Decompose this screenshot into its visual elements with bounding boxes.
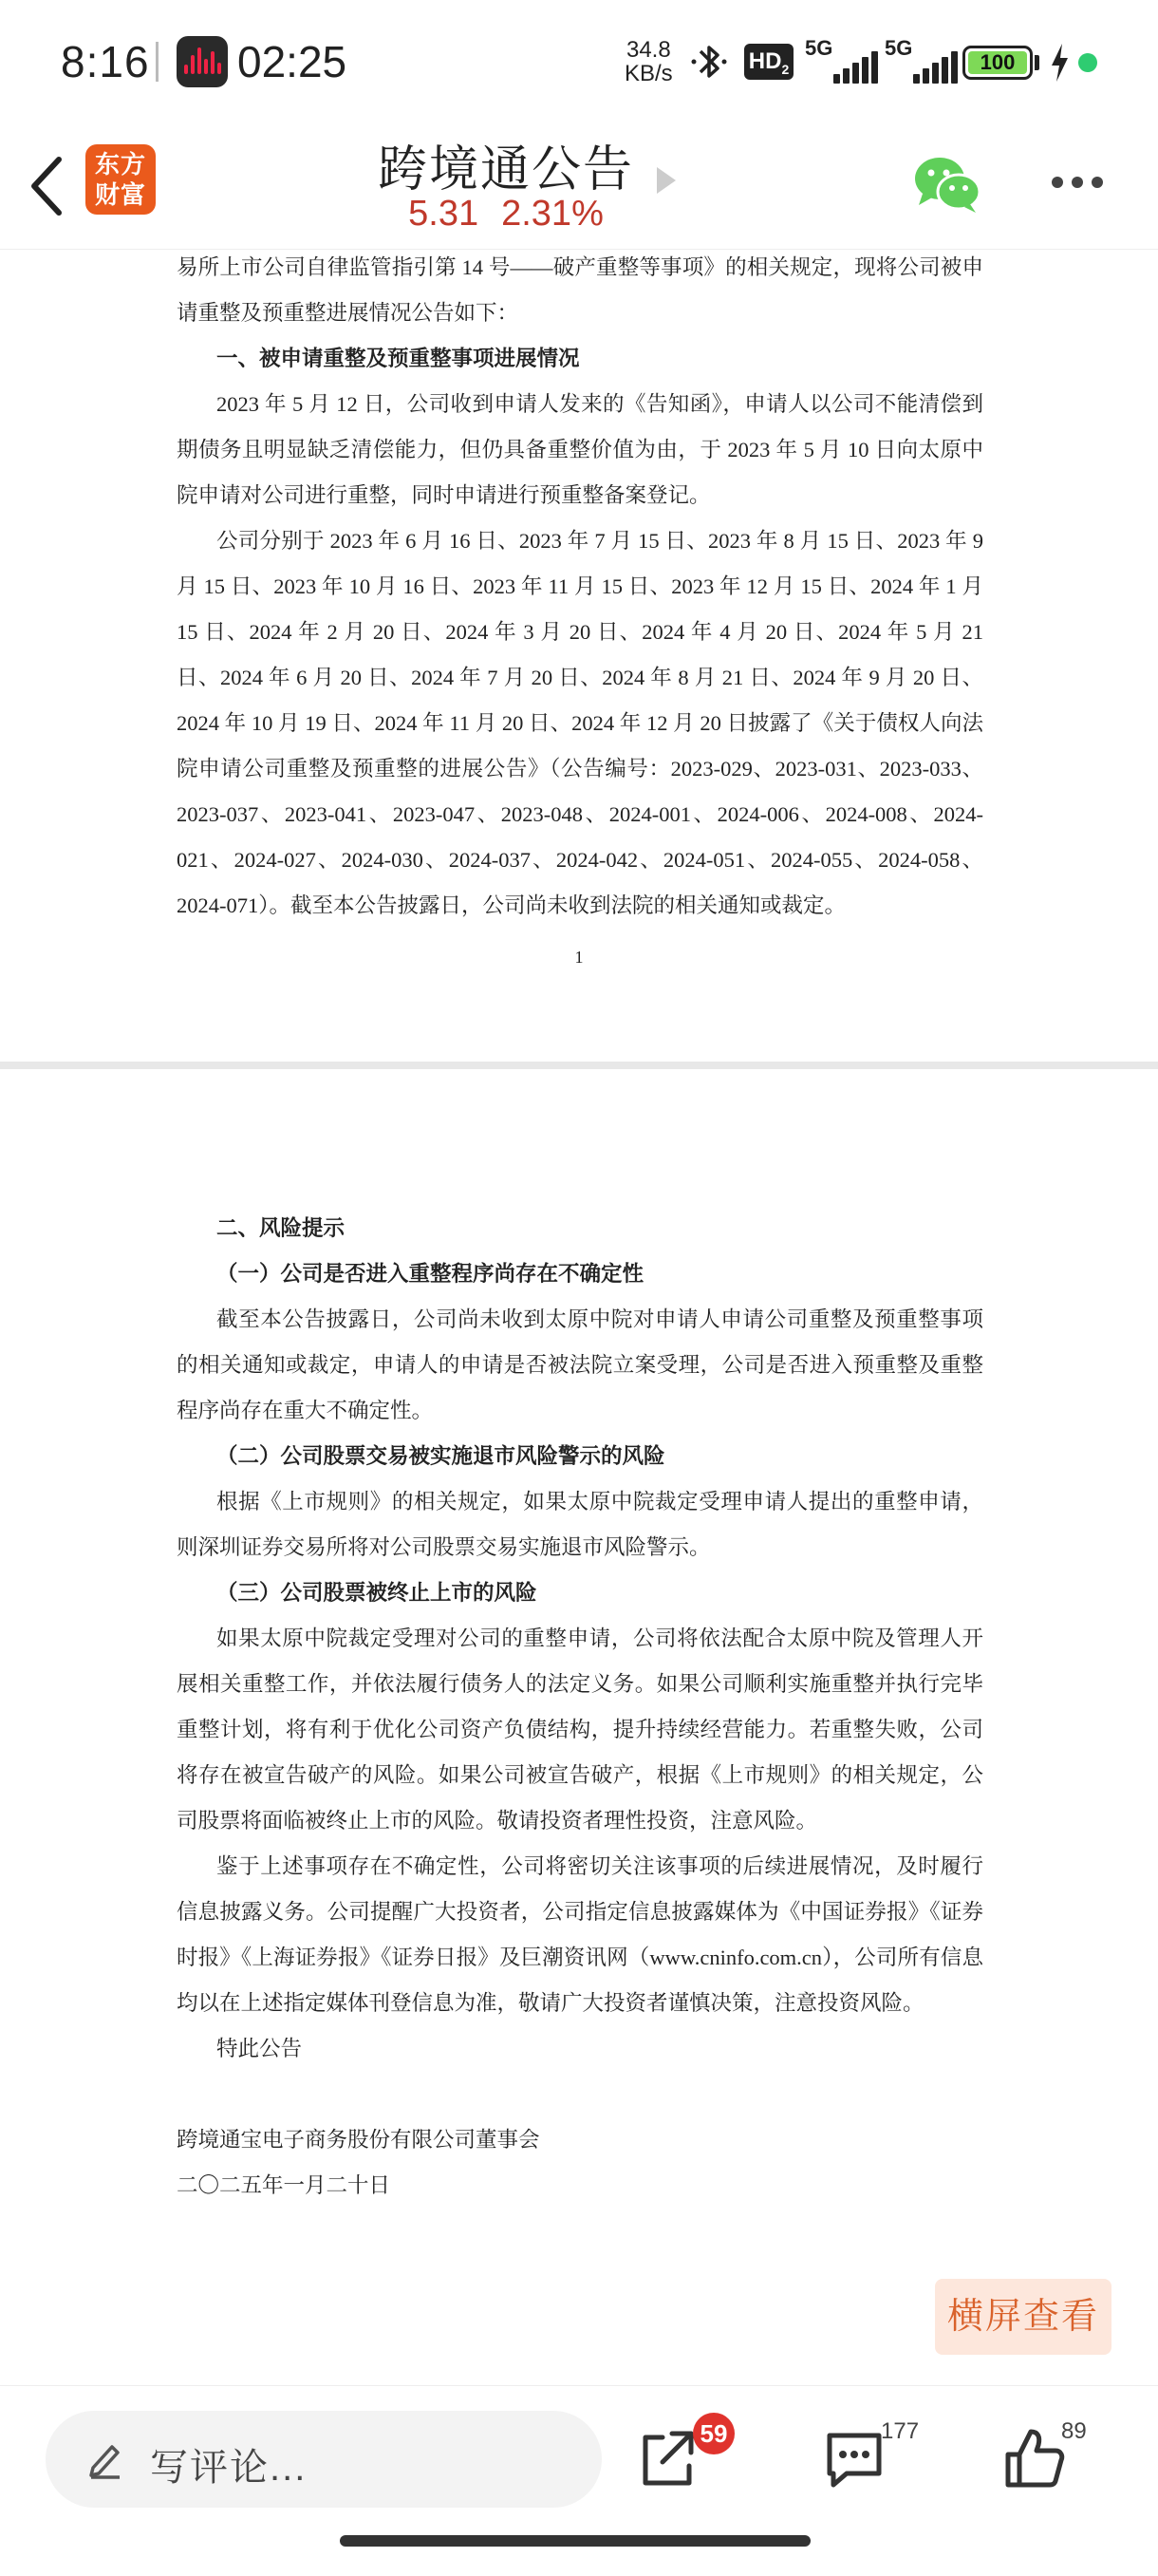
eastmoney-logo: 东方 财富 bbox=[85, 144, 156, 215]
battery-level: 100 bbox=[968, 51, 1027, 74]
caret-right-icon[interactable] bbox=[651, 161, 680, 199]
subheading-2: （二）公司股票交易被实施退市风险警示的风险 bbox=[216, 1444, 665, 1468]
network-speed bbox=[625, 38, 673, 85]
paragraph-1: 2023 年 5 月 12 日，公司收到申请人发来的《告知函》，申请人以公司不能清偿到期债务且明显缺乏清偿能力，但仍具备重整价值为由，于 2023 年 5 月 10 日向太原中院申请对公司进行重整，同时申请进行预重整备案登记。 bbox=[177, 392, 983, 507]
status-bar bbox=[0, 0, 1158, 123]
privacy-indicator-dot bbox=[1078, 53, 1097, 72]
comment-placeholder: 写评论... bbox=[150, 2447, 308, 2489]
page-number: 1 bbox=[574, 948, 584, 967]
paragraph-6: 鉴于上述事项存在不确定性，公司将密切关注该事项的后续进展情况，及时履行信息披露义务。公司提醒广大投资者，公司指定信息披露媒体为《中国证券报》《证券时报》《上海证券报》《证券日报》及巨潮资讯网（www.cninfo.com.cn），公司所有信息均以在上述指定媒体刊登信息为准，敬请广大投资者谨慎决策，注意投资风险。 bbox=[177, 1854, 983, 2015]
voice-recorder-icon bbox=[177, 36, 228, 87]
network-speed-unit: KB/s bbox=[625, 61, 673, 86]
bottom-action-bar bbox=[0, 2385, 1158, 2576]
subheading-1: （一）公司是否进入重整程序尚存在不确定性 bbox=[216, 1262, 644, 1286]
document-body bbox=[177, 245, 983, 929]
paragraph-2: 公司分别于 2023 年 6 月 16 日、2023 年 7 月 15 日、2023 年 8 月 15 日、2023 年 9 月 15 日、2023 年 10 月 16 日、2023 年 11 月 15 日、2023 年 12 月 15 日、2024 年 1 月 15 日、2024 年 2 月 20 日、2024 年 3 月 20 日、2024 年 4 月 20 日、2024 年 5 月 21 日、2024 年 6 月 20 日、2024 年 7 月 20 日、2024 年 8 月 21 日、2024 年 9 月 20 日、2024 年 10 月 19 日、2024 年 11 月 20 日、2024 年 12 月 20 日披露了《关于债权人向法院申请公司重整及预重整的进展公告》（公告编号：2023-029、2023-031、2023-033、2023-037、2023-041、2023-047、2023-048、2024-001、2024-006、2024-008、2024-021、2024-027、2024-030、2024-037、2024-042、2024-051、2024-055、2024-058、2024-071）。截至本公告披露日，公司尚未收到法院的相关通知或裁定。 bbox=[177, 529, 983, 917]
pencil-icon bbox=[85, 2439, 123, 2479]
network-speed-value: 34.8 bbox=[626, 37, 671, 63]
app-header bbox=[0, 123, 1158, 249]
document-body-2 bbox=[177, 1206, 983, 2209]
charging-icon bbox=[1048, 42, 1071, 84]
like-icon[interactable] bbox=[1000, 2424, 1069, 2492]
page-title: 跨境通公告 bbox=[377, 142, 634, 197]
document-date: 二〇二五年一月二十日 bbox=[177, 2173, 391, 2197]
section-heading-1: 一、被申请重整及预重整事项进展情况 bbox=[216, 347, 580, 370]
paragraph-4: 根据《上市规则》的相关规定，如果太原中院裁定受理申请人提出的重整申请，则深圳证券交易所将对公司股票交易实施退市风险警示。 bbox=[177, 1490, 983, 1559]
home-indicator[interactable] bbox=[340, 2535, 811, 2547]
status-time: 8:16 bbox=[61, 37, 150, 86]
landscape-view-button[interactable]: 横屏查看 bbox=[935, 2279, 1111, 2355]
wechat-share-icon[interactable] bbox=[911, 152, 983, 216]
stock-change: 2.31% bbox=[501, 194, 604, 234]
recording-timer: 02:25 bbox=[237, 37, 347, 86]
signal-icon-sim2: 5G bbox=[885, 36, 961, 84]
signature: 跨境通宝电子商务股份有限公司董事会 bbox=[177, 2128, 540, 2152]
paragraph-3: 截至本公告披露日，公司尚未收到太原中院对申请人申请公司重整及预重整事项的相关通知或裁定，申请人的申请是否被法院立案受理，公司是否进入预重整及重整程序尚存在重大不确定性。 bbox=[177, 1307, 983, 1422]
signal-icon-sim1: 5G bbox=[805, 36, 881, 84]
battery-icon bbox=[962, 46, 1033, 80]
closing-text: 特此公告 bbox=[216, 2037, 303, 2060]
comment-input[interactable] bbox=[46, 2411, 602, 2508]
status-separator bbox=[156, 42, 159, 82]
comment-icon[interactable] bbox=[820, 2424, 888, 2492]
stock-quote[interactable] bbox=[0, 194, 1012, 235]
like-count: 89 bbox=[1061, 2418, 1087, 2444]
share-badge: 59 bbox=[693, 2413, 735, 2454]
page-divider bbox=[0, 1062, 1158, 1069]
hd-voice-icon: $HD_2$ bbox=[744, 44, 794, 80]
subheading-3: （三）公司股票被终止上市的风险 bbox=[216, 1581, 537, 1605]
stock-price: 5.31 bbox=[408, 194, 479, 234]
section-heading-2: 二、风险提示 bbox=[216, 1216, 346, 1240]
bluetooth-icon bbox=[685, 38, 733, 85]
intro-paragraph: 易所上市公司自律监管指引第 14 号——破产重整等事项》的相关规定，现将公司被申请重整及预重整进展情况公告如下： bbox=[177, 255, 983, 325]
comment-count: 177 bbox=[881, 2418, 920, 2444]
more-options-icon[interactable] bbox=[1044, 171, 1111, 194]
paragraph-5: 如果太原中院裁定受理对公司的重整申请，公司将依法配合太原中院及管理人开展相关重整工作，并依法履行债务人的法定义务。如果公司顺利实施重整并执行完毕重整计划，将有利于优化公司资产负债结构，提升持续经营能力。若重整失败，公司将存在被宣告破产的风险。如果公司被宣告破产，根据《上市规则》的相关规定，公司股票将面临被终止上市的风险。敬请投资者理性投资，注意风险。 bbox=[177, 1626, 983, 1833]
